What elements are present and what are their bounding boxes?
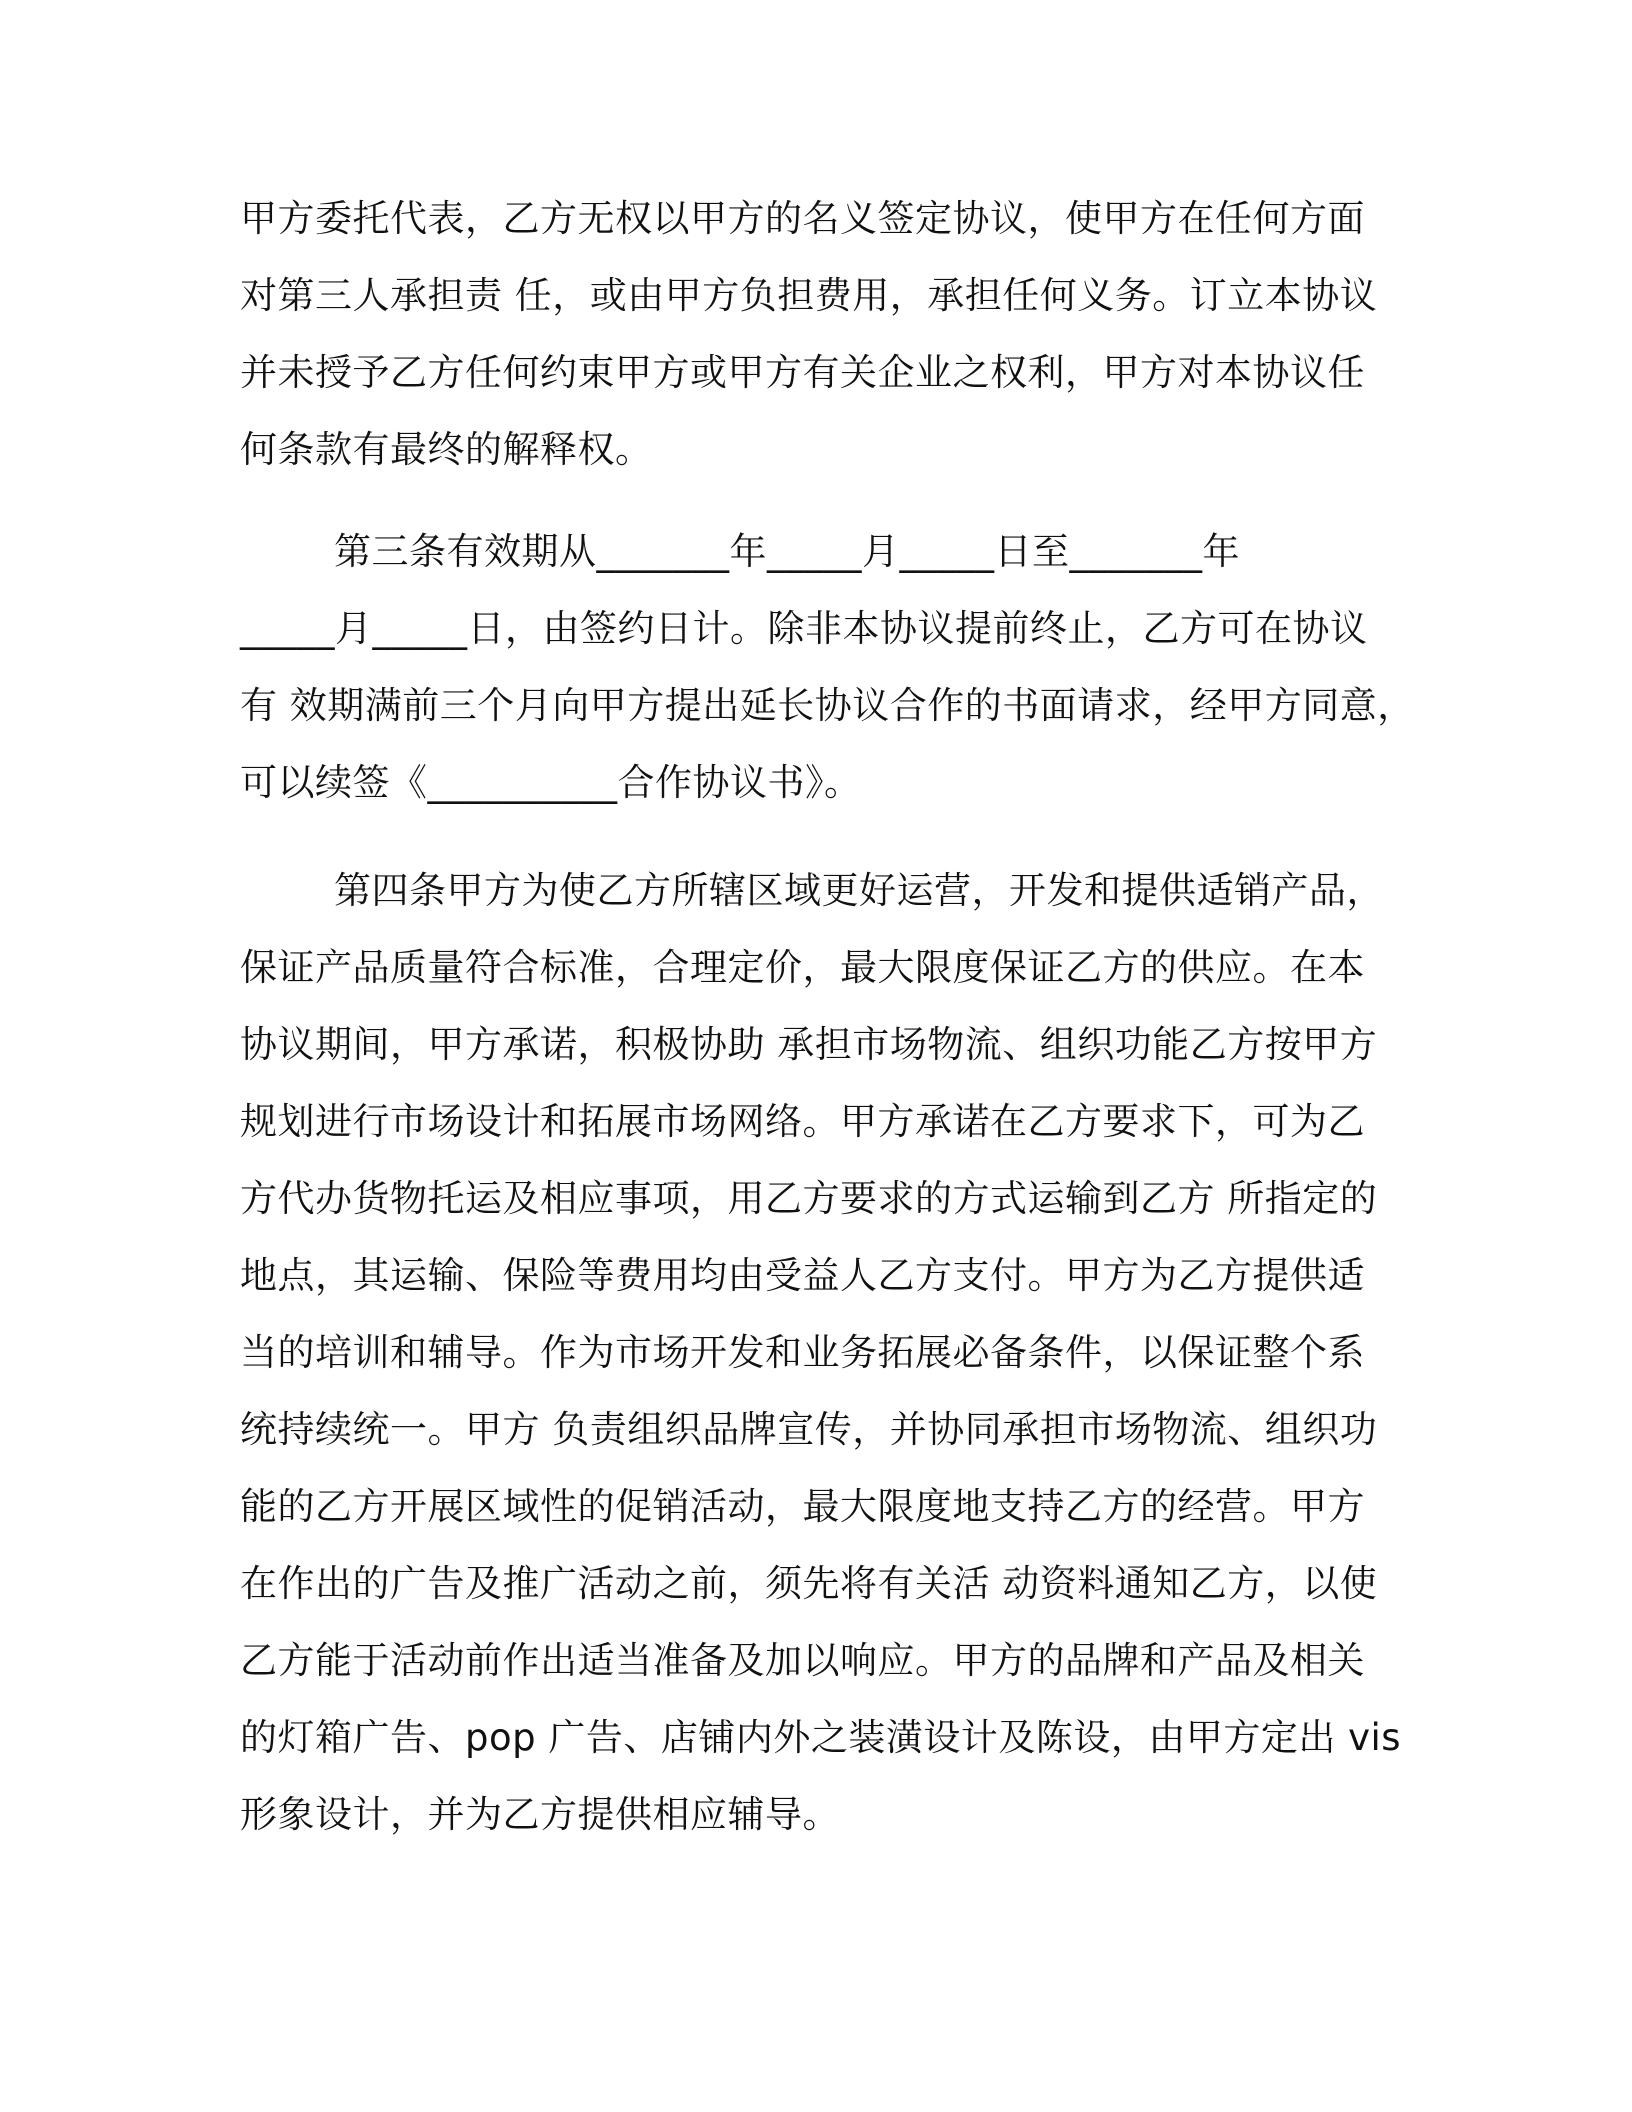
text-line: 当的培训和辅导。作为市场开发和业务拓展必备条件，以保证整个系: [240, 1331, 1365, 1374]
text-line: 形象设计，并为乙方提供相应辅导。: [240, 1793, 840, 1836]
paragraph-authority-clause: [240, 180, 1392, 488]
paragraph-article-4-obligations: [240, 852, 1402, 1853]
text-line: 有 效期满前三个月向甲方提出延长协议合作的书面请求，经甲方同意，: [240, 684, 1415, 727]
text-line: 第三条有效期从_______年_____月_____日至_______年: [334, 530, 1240, 573]
text-line: 能的乙方开展区域性的促销活动，最大限度地支持乙方的经营。甲方: [240, 1485, 1365, 1528]
text-line: 的灯箱广告、pop 广告、店铺内外之装潢设计及陈设，由甲方定出 vis: [240, 1716, 1402, 1759]
text-line: 规划进行市场设计和拓展市场网络。甲方承诺在乙方要求下，可为乙: [240, 1100, 1365, 1143]
text-line: 并未授予乙方任何约束甲方或甲方有关企业之权利，甲方对本协议任: [240, 351, 1365, 394]
text-line: 方代办货物托运及相应事项，用乙方要求的方式运输到乙方 所指定的: [240, 1177, 1378, 1220]
text-line: 协议期间，甲方承诺，积极协助 承担市场物流、组织功能乙方按甲方: [240, 1023, 1378, 1066]
text-line: 对第三人承担责 任，或由甲方负担费用，承担任何义务。订立本协议: [240, 274, 1378, 317]
text-line: 第四条甲方为使乙方所辖区域更好运营，开发和提供适销产品，: [334, 869, 1384, 912]
text-line: 在作出的广告及推广活动之前，须先将有关活 动资料通知乙方，以使: [240, 1562, 1378, 1605]
text-line: _____月_____日，由签约日计。除非本协议提前终止，乙方可在协议: [240, 607, 1368, 650]
text-line: 可以续签《__________合作协议书》。: [240, 761, 862, 804]
paragraph-article-3-validity: [240, 513, 1415, 821]
text-line: 保证产品质量符合标准，合理定价，最大限度保证乙方的供应。在本: [240, 946, 1365, 989]
text-line: 甲方委托代表，乙方无权以甲方的名义签定协议，使甲方在任何方面: [240, 197, 1365, 240]
text-line: 乙方能于活动前作出适当准备及加以响应。甲方的品牌和产品及相关: [240, 1639, 1365, 1682]
text-line: 统持续统一。甲方 负责组织品牌宣传，并协同承担市场物流、组织功: [240, 1408, 1378, 1451]
text-line: 何条款有最终的解释权。: [240, 428, 653, 471]
text-line: 地点，其运输、保险等费用均由受益人乙方支付。甲方为乙方提供适: [240, 1254, 1365, 1297]
